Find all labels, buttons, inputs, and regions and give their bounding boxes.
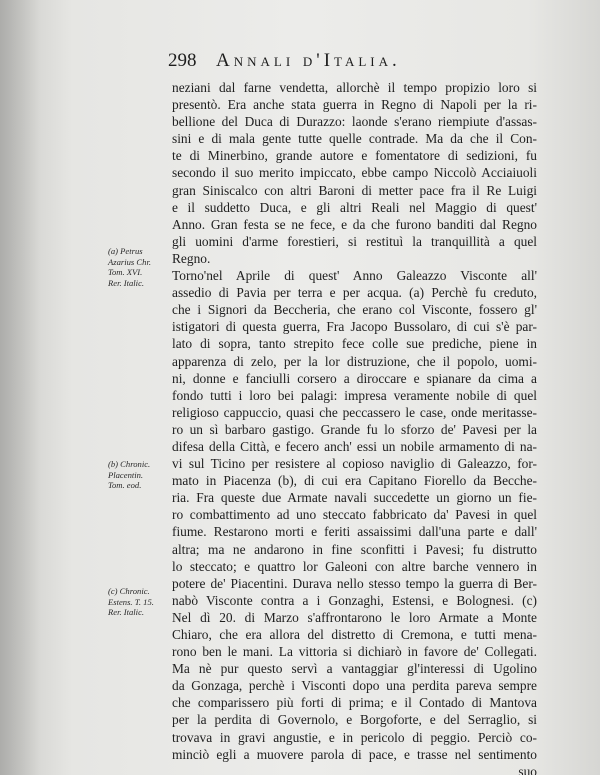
- page-number: 298: [168, 50, 197, 71]
- margin-note-line: Rer. Italic.: [108, 607, 145, 617]
- text-line: ria. Fra queste due Armate navali succedette un giorno un fie-: [172, 490, 537, 506]
- text-line: e il suddetto Duca, e gli altri Reali nel Maggio di quest': [172, 199, 537, 215]
- margin-note-line: Tom. XVI.: [108, 267, 143, 277]
- text-line: trovava in gravi angustie, e in pericolo di peggio. Perciò co-: [172, 729, 537, 745]
- text-line: istigatori di questa guerra, Fra Jacopo Bussolaro, di cui s'è par-: [172, 319, 537, 335]
- catchword: suo: [518, 763, 537, 775]
- margin-note-b: [108, 459, 174, 491]
- text-line: gran Siniscalco con altri Baroni di metter pace fra il Re Luigi: [172, 182, 537, 198]
- text-line: Chiaro, che era allora del distretto di Cremona, e tutti mena-: [172, 627, 537, 642]
- text-line: vi sul Ticino per resistere al copioso naviglio di Galeazzo, for-: [172, 456, 537, 472]
- gutter-shadow: [0, 0, 40, 775]
- text-line: rono ben le mani. La vittoria si dichiarò in favore de' Collegati.: [172, 644, 537, 660]
- text-line: religioso cappuccio, quasi che peccassero le case, onde meritasse-: [172, 404, 537, 420]
- margin-note-line: Tom. eod.: [108, 480, 142, 490]
- text-line: sini e di mala gente tutte quelle contrade. Ma da che il Con-: [172, 131, 537, 147]
- text-line: Nel dì 20. di Marzo s'affrontarono le loro Armate a Monte: [172, 609, 537, 625]
- text-line: che comparissero più forti di prima; e il Contado di Mantova: [172, 695, 537, 711]
- margin-note-line: Azarius Chr.: [108, 256, 151, 267]
- text-line: Regno.: [172, 250, 211, 266]
- text-line: bellione del Duca di Durazzo: laonde s'erano riempiute d'assas-: [172, 114, 537, 130]
- text-line: fondo tutti i loro bei palagi: impresa veramente nobile di quel: [172, 387, 537, 403]
- margin-note-line: Placentin.: [108, 469, 144, 480]
- text-line: assedio di Pavia per terra e per acqua. (a) Perchè fu creduto,: [172, 285, 537, 301]
- text-line: lato di sopra, tanto strepito fece colle sue prediche, piene in: [172, 336, 537, 352]
- text-line: Ma nè pur questo servì a vantaggiar gl'interessi di Ugolino: [172, 661, 537, 677]
- text-line: che i Signori da Beccheria, che erano col Visconte, fossero gl': [172, 302, 537, 318]
- text-line: secondo il suo merito impiccato, ebbe campo Niccolò Acciaiuoli: [172, 165, 537, 181]
- text-line: lo steccato; e quattro lor Galeoni con altre barche vennero in: [172, 558, 537, 574]
- body-text: [172, 79, 537, 775]
- text-line: te di Minerbino, grande autore e fomentatore di sedizioni, fu: [172, 148, 537, 164]
- running-title: Annali d'Italia.: [216, 50, 401, 71]
- text-line: presentò. Era anche stata guerra in Regno di Napoli per la ri-: [172, 97, 537, 113]
- margin-note-line: (b) Chronic.: [108, 459, 151, 469]
- text-line: potere de' Piacentini. Durava nello stesso tempo la guerra di Ber-: [172, 575, 537, 591]
- margin-note-line: Estens. T. 15.: [108, 596, 154, 607]
- margin-note-a: [108, 246, 174, 288]
- margin-note-line: Rer. Italic.: [108, 277, 145, 288]
- text-line: gli uomini d'arme forestieri, si restituì la tranquillità a quel: [172, 233, 537, 249]
- text-line: ni, donne e fanciulli corsero a diroccare e spianare da cima a: [172, 370, 537, 386]
- text-line: fiume. Restarono morti e feriti assaissimi dall'una parte e dall': [172, 524, 537, 540]
- margin-note-line: (a) Petrus: [108, 246, 143, 256]
- text-line: ro combattimento ad uno steccato fabbricato da' Pavesi in quel: [172, 507, 537, 523]
- text-line: difesa della Città, e fecero anch' essi un nobile armamento di na-: [172, 438, 537, 454]
- text-line: apparenza di zelo, per la lor distruzione, che il popolo, uomi-: [172, 353, 537, 369]
- text-line: da Gonzaga, perchè i Visconti dopo una perdita pareva sempre: [172, 678, 537, 694]
- text-line: neziani dal farne vendetta, allorchè il tempo propizio loro si: [172, 80, 537, 95]
- margin-note-line: (c) Chronic.: [108, 586, 150, 596]
- text-line: per la perdita di Governolo, e Borgoforte, e del Serraglio, si: [172, 712, 537, 728]
- text-line: nabò Visconte contra a i Gonzaghi, Estensi, e Bolognesi. (c): [172, 592, 537, 608]
- text-line: Anno. Gran festa se ne fece, e da che furono banditi dal Regno: [172, 216, 537, 232]
- text-line: altra; ma ne andarono in fine sconfitti i Pavesi; fu distrutto: [172, 541, 537, 557]
- page-header: [168, 50, 528, 78]
- text-line: ro un sì barbaro gastigo. Grande fu lo sforzo de' Pavesi per la: [172, 421, 537, 437]
- text-line: mato in Piacenza (b), di cui era Capitano Fiorello da Becche-: [172, 473, 537, 489]
- margin-note-c: [108, 586, 174, 618]
- text-line: Torno'nel Aprile di quest' Anno Galeazzo Visconte all': [172, 268, 537, 284]
- text-line: minciò egli a muovere parola di pace, e trasse nel sentimento: [172, 746, 537, 762]
